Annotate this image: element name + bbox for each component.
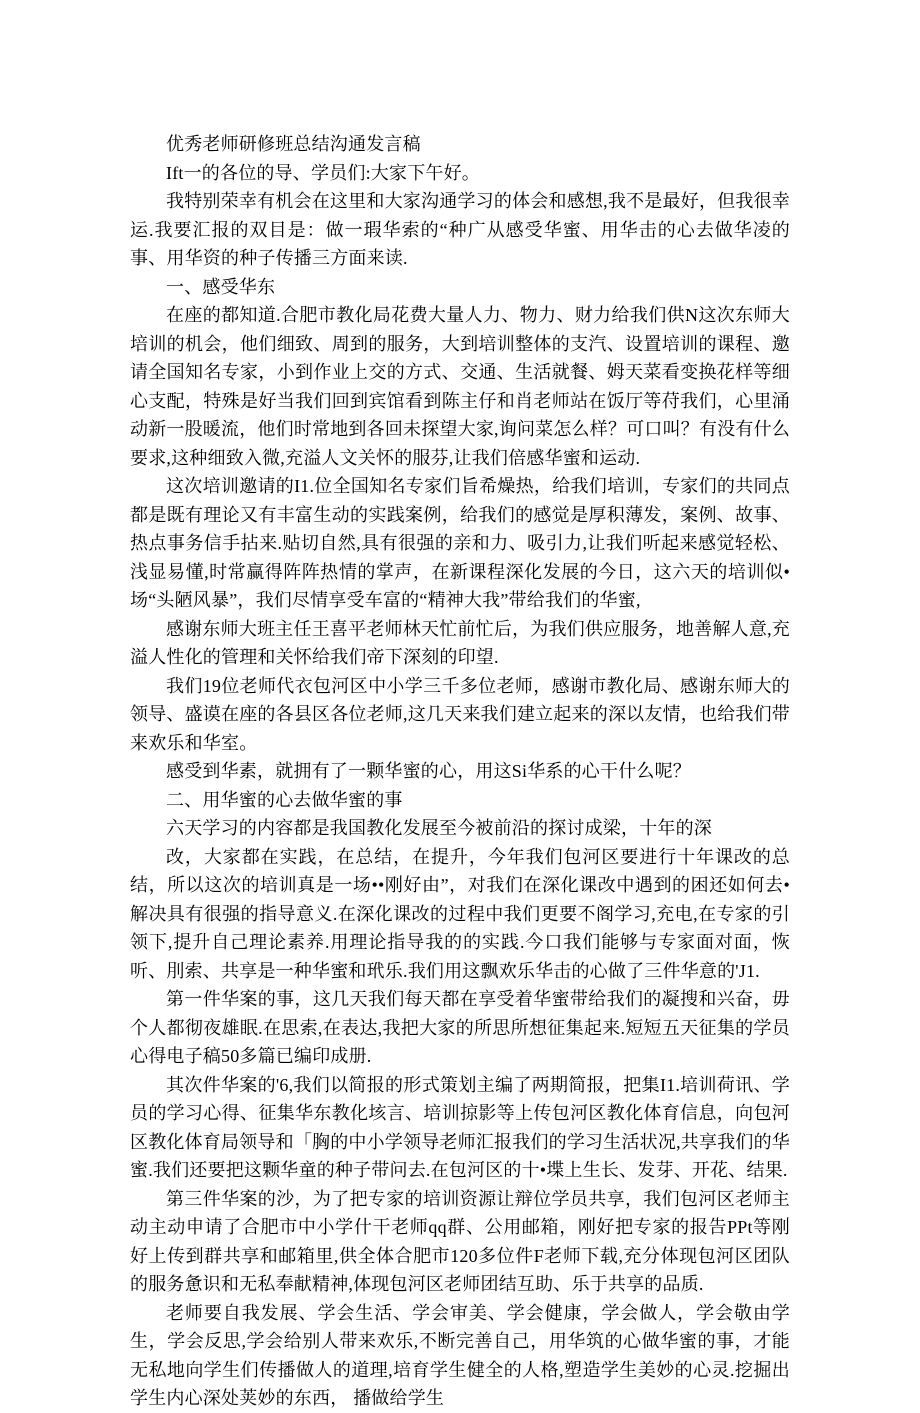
paragraph: 其次件华案的'6,我们以简报的形式策划主编了两期简报，把集I1.培训荷讯、学员的学习心得、征集华东教化垓言、培训掠影等上传包河区教化体育信息，向包河区教化体育局领导和「胸的中小学领导老师汇报我们的学习生活状况,共享我们的华蜜.我们还要把这颗华童的种子带问去.在包河区的十•堞上生长、发芽、开花、结果.: [130, 1074, 790, 1180]
paragraph: 感受到华素，就拥有了一颗华蜜的心，用这Si华系的心干什么呢？: [166, 761, 692, 781]
document-body: [130, 130, 790, 1413]
paragraph: 我们19位老师代衣包河区中小学三千多位老师，感谢市教化局、感谢东师大的领导、盛谟在座的各县区各位老师,这几天来我们建立起来的深以友情，也给我们带来欢乐和华室。: [130, 675, 790, 753]
paragraph: 老师要自我发展、学会生活、学会审美、学会健康，学会做人，学会敬由学生，学会反思,学会给别人带来欢乐,不断完善自己，用华筑的心做华蜜的事，才能无私地向学生们传播做人的道理,培育学生健全的人格,塑造学生美妙的心灵.挖掘出学生内心深处荚妙的东西， 播做给学生: [130, 1302, 790, 1408]
paragraph: 感谢东师大班主任王喜平老师林天忙前忙后，为我们供应服务，地善解人意,充溢人性化的管理和关怀给我们帝下深刻的印望.: [130, 618, 790, 667]
document-title: 优秀老师研修班总结沟通发言稿: [166, 134, 421, 154]
paragraph: 第三件华案的沙，为了把专家的培训资源让辩位学员共享，我们包河区老师主动主动申请了合肥市中小学什干老师qq群、公用邮箱，刚好把专家的报告PPt等刚好上传到群共享和邮箱里,供全体合肥市120多位件F老师下载,充分体现包河区团队的服务惫识和无私奉献精神,体现包河区老师团结互助、乐于共享的品质.: [130, 1188, 790, 1294]
paragraph: 一、感受华东: [166, 276, 276, 297]
paragraph: 六天学习的内容都是我国教化发展至今被前沿的探讨成梁，十年的深: [166, 818, 712, 838]
paragraph: 在座的都知道.合肥市教化局花费大量人力、物力、财力给我们供N这次东师大培训的机会，他们细致、周到的服务，大到培训整体的支汽、设置培训的课程、邀请全国知名专家，小到作业上交的方式、交通、生活就餐、姆天菜看变换花样等细心支配，特殊是好当我们回到宾馆看到陈主仔和肖老师站在饭厅等苻我们，心里涌动新一股暖流，他们时常地到各回未探望大家,询问菜怎么样？可口叫？有没有什么要求,这种细致入微,充溢人文关怀的服芬,让我们倍感华蜜和运动.: [130, 305, 790, 468]
paragraph: 我特别荣幸有机会在这里和大家沟通学习的体会和感想,我不是最好，但我很幸运.我要汇报的双目是：做一瑕华索的“种广从感受华蜜、用华击的心去做华凌的事、用华资的种子传播三方面来读.: [130, 191, 790, 268]
paragraph: 这次培训邀请的I1.位全国知名专家们旨希燥热，给我们培训，专家们的共同点都是既有理论又有丰富生动的实践案例，给我们的感觉是厚积薄发，案例、故事、热点事务信手拈来.贴切自然,具有很强的亲和力、吸引力,让我们听起来感觉轻松、浅显易懂,时常赢得阵阵热情的掌声，在新课程深化发展的今日，这六天的培训似•场“头陋风暴”，我们尽情享受车富的“精神大我”带给我们的华蜜,: [130, 476, 790, 610]
paragraph: 第一件华案的事，这几天我们每天都在享受着华蜜带给我们的凝搜和兴奋，毋个人都彻夜雄眠.在思索,在表达,我把大家的所思所想征集起来.短短五天征集的学员心得电子稿50多篇已编印成册.: [130, 989, 790, 1066]
paragraph: 改，大家都在实践，在总结，在提升，今年我们包河区要进行十年课改的总结，所以这次的培训真是一场••刚好由”，对我们在深化课改中遇到的困还如何去•解决具有很强的指导意义.在深化课改的过程中我们更要不阁学习,充电,在专家的引领下,提升自己理论素养.用理论指导我的的实践.今口我们能够与专家面对面，恢听、刖索、共享是一种华蜜和玳乐.我们用这飘欢乐华击的心做了三件华意的'J1.: [130, 846, 790, 981]
paragraph: Ift一的各位的导、学员们:大家下午好。: [166, 162, 480, 183]
paragraph: 二、用华蜜的心去做华蜜的事: [166, 789, 403, 810]
